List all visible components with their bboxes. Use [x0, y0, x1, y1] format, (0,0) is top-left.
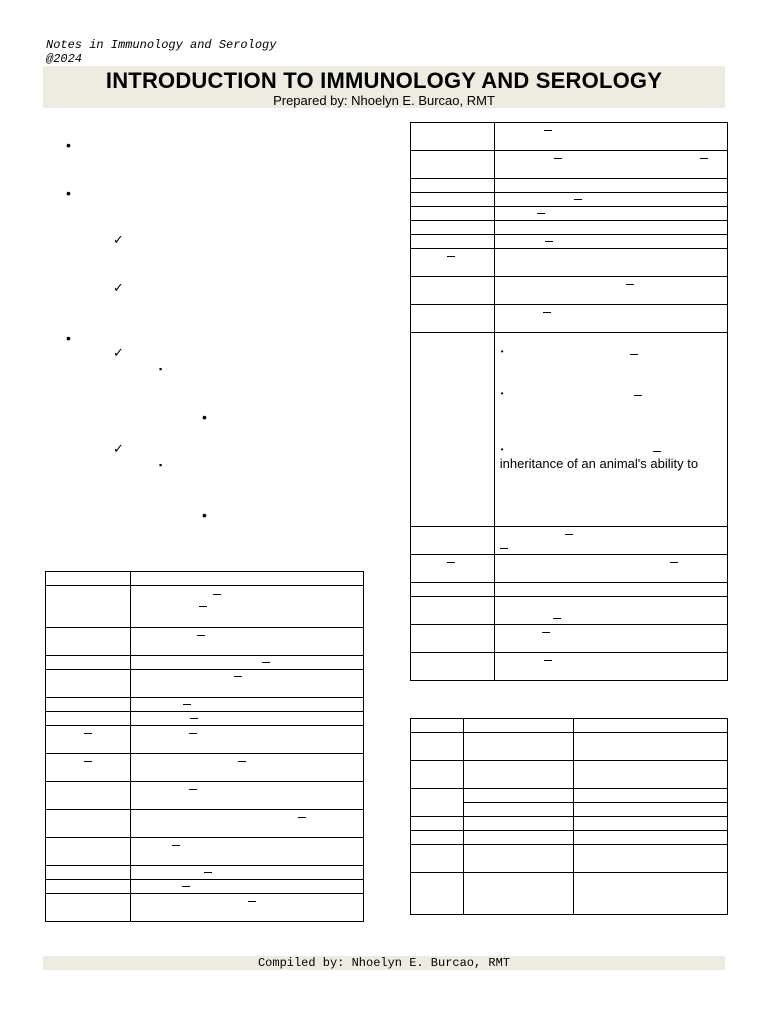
table-cell — [411, 873, 464, 915]
table-cell — [411, 249, 495, 277]
table-cell — [411, 123, 495, 151]
table-cell — [494, 151, 727, 179]
table-cell — [574, 789, 728, 803]
table-cell — [494, 123, 727, 151]
right-table-1 — [410, 122, 728, 681]
bullet-icon: • — [500, 445, 504, 454]
table-cell — [411, 653, 495, 681]
table-cell — [494, 597, 727, 625]
table-cell — [411, 625, 495, 653]
header-note-line1: Notes in Immunology and Serology — [46, 38, 277, 52]
table-cell — [463, 845, 574, 873]
dash-mark — [670, 562, 678, 563]
table-cell — [411, 733, 464, 761]
dash-mark — [298, 817, 306, 818]
table-cell — [46, 866, 131, 880]
dash-mark — [197, 635, 205, 636]
table-cell — [574, 719, 728, 733]
checkmark-icon: ✓ — [113, 441, 124, 456]
cell-text: inheritance of an animal's ability to — [499, 456, 699, 471]
dash-mark — [447, 256, 455, 257]
table-cell — [494, 583, 727, 597]
dash-mark — [537, 213, 545, 214]
table-cell — [130, 866, 363, 880]
table-cell — [494, 179, 727, 193]
dash-mark — [189, 789, 197, 790]
bullet-icon: • — [202, 409, 207, 425]
table-cell — [46, 670, 131, 698]
page-title: INTRODUCTION TO IMMUNOLOGY AND SEROLOGY — [105, 68, 663, 93]
table-cell — [574, 733, 728, 761]
dash-mark — [172, 845, 180, 846]
dash-mark — [653, 451, 661, 452]
dash-mark — [565, 534, 573, 535]
table-cell — [130, 712, 363, 726]
footer-text: Compiled by: Nhoelyn E. Burcao, RMT — [257, 956, 511, 970]
table-cell — [463, 789, 574, 803]
table-cell — [411, 719, 464, 733]
table-cell — [130, 656, 363, 670]
table-cell — [46, 656, 131, 670]
dash-mark — [183, 704, 191, 705]
left-table — [45, 571, 364, 922]
table-cell — [574, 817, 728, 831]
table-cell — [411, 151, 495, 179]
table-cell — [46, 782, 131, 810]
table-cell — [494, 625, 727, 653]
dash-mark — [542, 632, 550, 633]
table-cell — [463, 831, 574, 845]
table-cell — [494, 193, 727, 207]
right-table-2 — [410, 718, 728, 915]
bullet-icon: • — [500, 389, 504, 398]
table-cell — [46, 572, 131, 586]
bullet-icon: • — [66, 330, 71, 346]
table-cell — [411, 277, 495, 305]
table-cell — [574, 873, 728, 915]
table-cell — [494, 527, 727, 555]
bullet-icon: • — [66, 137, 71, 153]
table-cell — [46, 810, 131, 838]
checkmark-icon: ✓ — [113, 345, 124, 360]
header-note-line2: @2024 — [46, 52, 83, 66]
footer-band — [43, 956, 725, 970]
bullet-icon: • — [202, 507, 207, 523]
table-cell — [494, 653, 727, 681]
table-cell — [46, 698, 131, 712]
dash-mark — [553, 618, 561, 619]
table-cell — [463, 761, 574, 789]
dash-mark — [189, 733, 197, 734]
table-cell — [130, 782, 363, 810]
table-cell — [411, 305, 495, 333]
table-cell — [463, 803, 574, 817]
table-cell — [411, 845, 464, 873]
table-cell — [494, 277, 727, 305]
dash-mark — [190, 718, 198, 719]
table-cell — [46, 628, 131, 656]
dash-mark — [84, 733, 92, 734]
table-cell — [130, 894, 363, 922]
table-cell — [130, 880, 363, 894]
table-cell — [574, 831, 728, 845]
dash-mark — [213, 594, 221, 595]
table-cell — [46, 894, 131, 922]
table-cell — [411, 193, 495, 207]
page-subtitle: Prepared by: Nhoelyn E. Burcao, RMT — [273, 93, 495, 108]
table-cell — [494, 555, 727, 583]
square-bullet-icon: ▪ — [159, 364, 163, 374]
table-cell — [411, 333, 495, 527]
dash-mark — [545, 241, 553, 242]
table-cell — [463, 873, 574, 915]
table-cell — [494, 249, 727, 277]
dash-mark — [543, 312, 551, 313]
table-cell — [494, 333, 727, 527]
table-cell — [411, 761, 464, 789]
table-cell — [411, 583, 495, 597]
table-cell — [46, 586, 131, 628]
table-cell — [130, 670, 363, 698]
table-cell — [494, 221, 727, 235]
dash-mark — [700, 158, 708, 159]
table-cell — [411, 789, 464, 817]
dash-mark — [554, 158, 562, 159]
table-cell — [463, 719, 574, 733]
table-cell — [411, 221, 495, 235]
square-bullet-icon: ▪ — [159, 460, 163, 470]
dash-mark — [634, 395, 642, 396]
dash-mark — [447, 562, 455, 563]
dash-mark — [84, 761, 92, 762]
table-cell — [130, 838, 363, 866]
dash-mark — [182, 886, 190, 887]
table-cell — [46, 726, 131, 754]
table-cell — [574, 761, 728, 789]
table-cell — [130, 572, 363, 586]
table-cell — [411, 555, 495, 583]
dash-mark — [544, 660, 552, 661]
table-cell — [411, 235, 495, 249]
checkmark-icon: ✓ — [113, 280, 124, 295]
table-cell — [411, 831, 464, 845]
table-cell — [494, 305, 727, 333]
table-cell — [411, 179, 495, 193]
bullet-icon: • — [500, 347, 504, 356]
table-cell — [130, 754, 363, 782]
table-cell — [494, 235, 727, 249]
table-cell — [130, 628, 363, 656]
dash-mark — [204, 872, 212, 873]
table-cell — [411, 207, 495, 221]
bullet-icon: • — [66, 185, 71, 201]
dash-mark — [544, 130, 552, 131]
dash-mark — [248, 901, 256, 902]
table-cell — [574, 845, 728, 873]
table-cell — [130, 698, 363, 712]
table-cell — [46, 880, 131, 894]
table-cell — [411, 817, 464, 831]
dash-mark — [238, 761, 246, 762]
dash-mark — [500, 548, 508, 549]
table-cell — [130, 586, 363, 628]
table-cell — [574, 803, 728, 817]
table-cell — [130, 810, 363, 838]
table-cell — [46, 838, 131, 866]
table-cell — [46, 712, 131, 726]
dash-mark — [199, 606, 207, 607]
table-cell — [411, 597, 495, 625]
table-cell — [463, 733, 574, 761]
dash-mark — [262, 662, 270, 663]
header-note — [46, 38, 276, 66]
title-band — [43, 66, 725, 108]
table-cell — [411, 527, 495, 555]
table-cell — [130, 726, 363, 754]
dash-mark — [234, 676, 242, 677]
table-cell — [463, 817, 574, 831]
dash-mark — [630, 354, 638, 355]
table-cell — [494, 207, 727, 221]
dash-mark — [574, 199, 582, 200]
checkmark-icon: ✓ — [113, 232, 124, 247]
table-cell — [46, 754, 131, 782]
dash-mark — [626, 284, 634, 285]
